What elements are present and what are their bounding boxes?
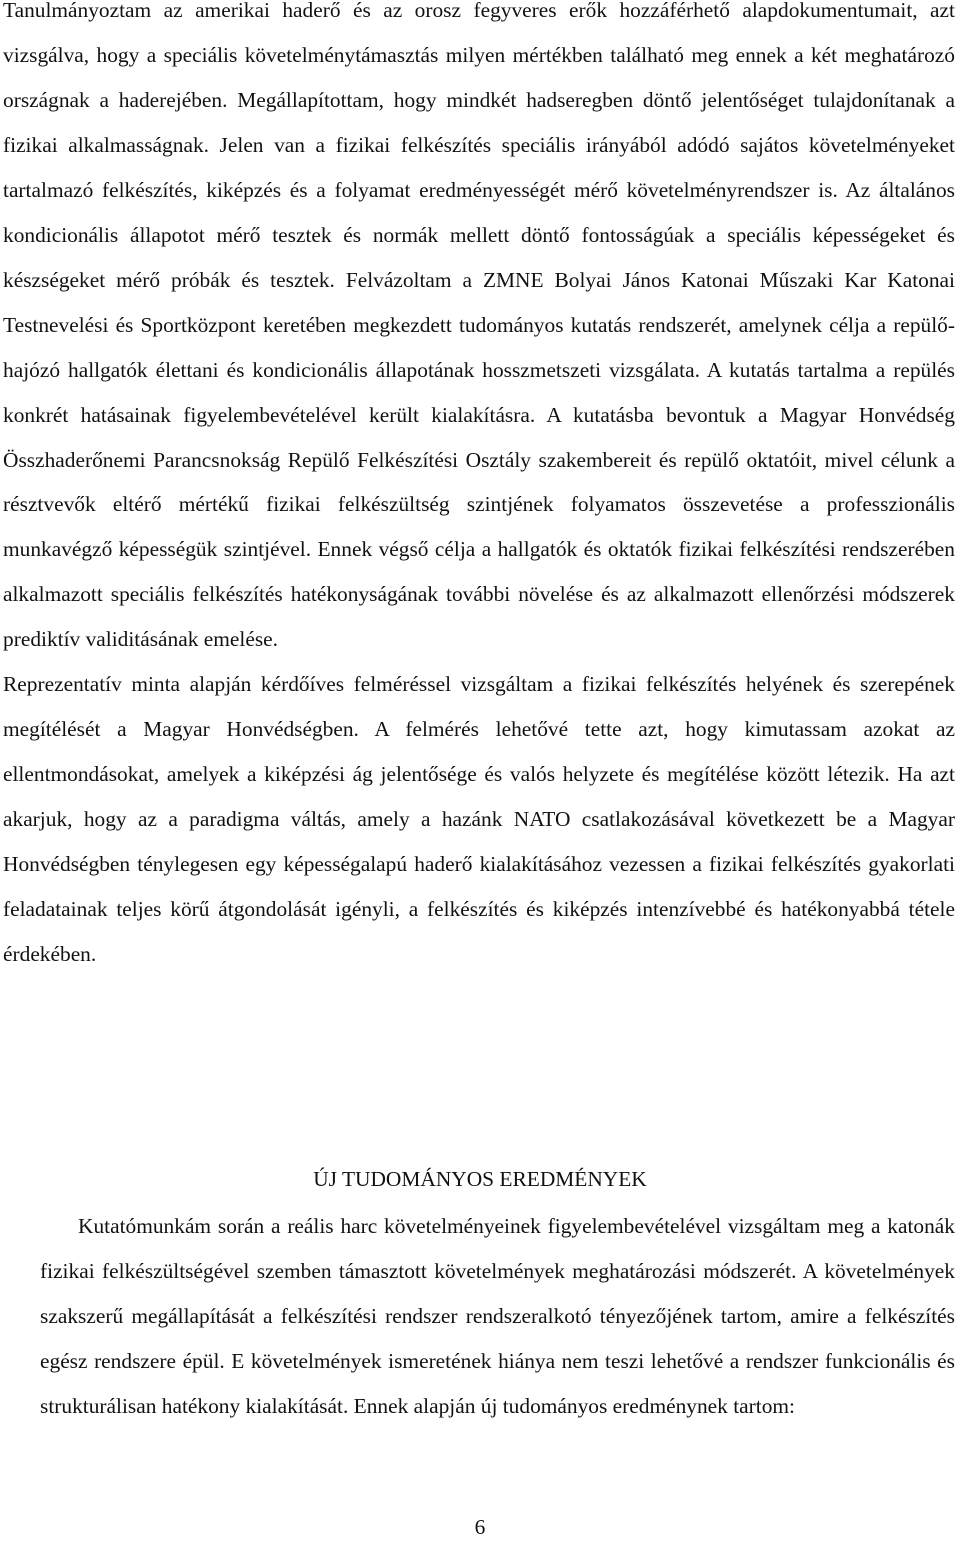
section-paragraph: Kutatómunkám során a reális harc követelményeinek figyelembevételével vizsgáltam meg a katonák fizikai felkészültségével szemben támasztott követelmények meghatározási módszerét. A követelmények szakszerű megállapítását a felkészítési rendszer rendszeralkotó tényezőjének tartom, amire a felkészítés egész rendszere épül. E követelmények ismeretének hiánya nem teszi lehetővé a rendszer funkcionális és strukturálisan hatékony kialakítását. Ennek alapján új tudományos eredménynek tartom: xyxy=(40,1214,955,1418)
body-text xyxy=(3,0,955,977)
page-number: 6 xyxy=(474,1515,486,1539)
section-heading: ÚJ TUDOMÁNYOS EREDMÉNYEK xyxy=(313,1167,647,1191)
paragraph-1: Tanulmányoztam az amerikai haderő és az orosz fegyveres erők hozzáférhető alapdokumentumait, azt vizsgálva, hogy a speciális követelménytámasztás milyen mértékben található meg ennek a két meghatározó országnak a haderejében. Megállapítottam, hogy mindkét hadseregben döntő jelentőséget tulajdonítanak a fizikai alkalmasságnak. Jelen van a fizikai felkészítés speciális irányából adódó sajátos követelményeket tartalmazó felkészítés, kiképzés és a folyamat eredményességét mérő követelményrendszer is. Az általános kondicionális állapotot mérő tesztek és normák mellett döntő fontosságúak a speciális képességeket és készségeket mérő próbák és tesztek. Felvázoltam a ZMNE Bolyai János Katonai Műszaki Kar Katonai Testnevelési és Sportközpont keretében megkezdett tudományos kutatás rendszerét, amelynek célja a repülő-hajózó hallgatók élettani és kondicionális állapotának hosszmetszeti vizsgálata. A kutatás tartalma a repülés konkrét hatásainak figyelembevételével került kialakításra. A kutatásba bevontuk a Magyar Honvédség Összhaderőnemi Parancsnokság Repülő Felkészítési Osztály szakembereit és repülő oktatóit, mivel célunk a résztvevők eltérő mértékű fizikai felkészültség szintjének folyamatos összevetése a professzionális munkavégző képességük szintjével. Ennek végső célja a hallgatók és oktatók fizikai felkészítési rendszerében alkalmazott speciális felkészítés hatékonyságának további növelése és az alkalmazott ellenőrzési módszerek prediktív validitásának emelése. xyxy=(3,0,955,652)
paragraph-2: Reprezentatív minta alapján kérdőíves felméréssel vizsgáltam a fizikai felkészítés helyének és szerepének megítélését a Magyar Honvédségben. A felmérés lehetővé tette azt, hogy kimutassam azokat az ellentmondásokat, amelyek a kiképzési ág jelentősége és valós helyzete és megítélése között létezik. Ha azt akarjuk, hogy az a paradigma váltás, amely a hazánk NATO csatlakozásával következett be a Magyar Honvédségben ténylegesen egy képességalapú haderő kialakításához vezessen a fizikai felkészítés gyakorlati feladatainak teljes körű átgondolását igényli, a felkészítés és kiképzés intenzívebbé és hatékonyabbá tétele érdekében. xyxy=(3,672,955,967)
